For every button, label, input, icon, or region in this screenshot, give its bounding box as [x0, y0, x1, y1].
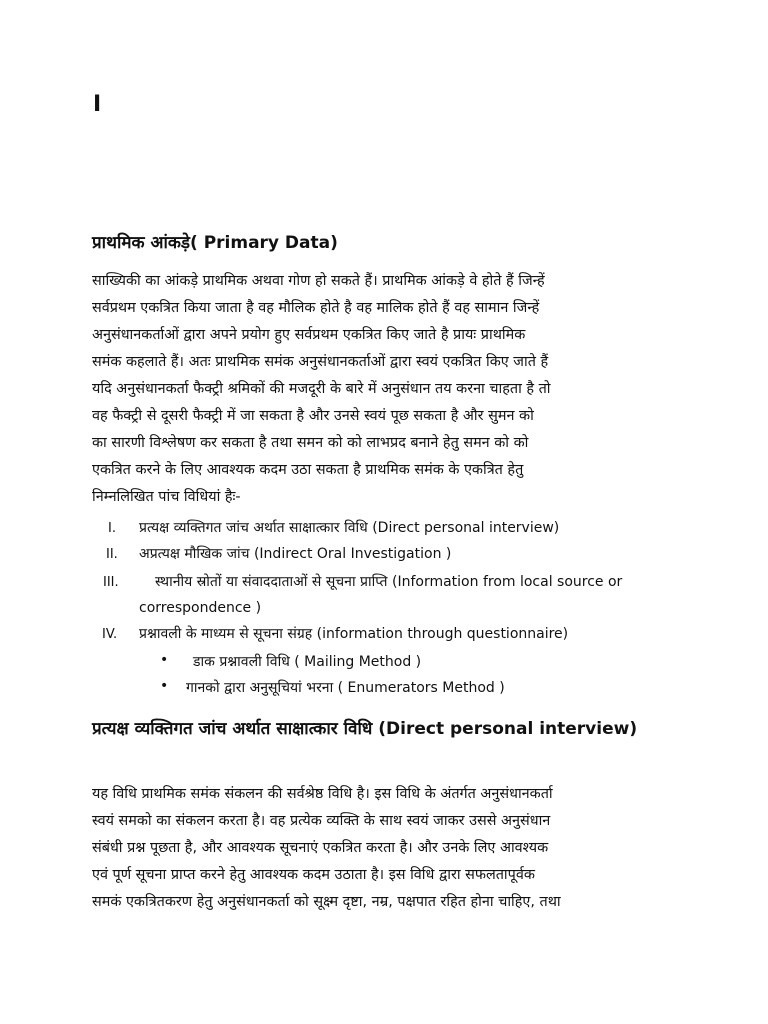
text-line: साख्यिकी का आंकड़े प्राथमिक अथवा गोण हो सकते हैं। प्राथमिक आंकड़े वे होते हैं जिन्हें — [92, 273, 545, 289]
sub-list-item: गानको द्वारा अनुसूचियां भरना ( Enumerators Method ) — [186, 680, 505, 696]
list-item: प्रत्यक्ष व्यक्तिगत जांच अर्थात साक्षात्कार विधि (Direct personal interview) — [139, 520, 560, 536]
bullet-mark: • — [160, 652, 169, 668]
list-number: I. — [108, 521, 116, 536]
text-line: एकत्रित करने के लिए आवश्यक कदम उठा सकता है प्राथमिक समंक के एकत्रित हेतु — [92, 462, 524, 478]
text-line: समकं एकत्रितकरण हेतु अनुसंधानकर्ता को सूक्ष्म दृष्टा, नम्र, पक्षपात रहित होना चाहिए, तथा — [92, 894, 561, 910]
paragraph-direct-interview — [92, 781, 676, 916]
text-line: सर्वप्रथम एकत्रित किया जाता है वह मौलिक होते है वह मालिक होते हैं वह सामान जिन्हें — [92, 300, 540, 316]
list-number: III. — [103, 575, 119, 590]
text-line: निम्नलिखित पांच विधियां हैः- — [92, 489, 241, 505]
stray-mark: I — [93, 92, 102, 117]
sub-list-item: डाक प्रश्नावली विधि ( Mailing Method ) — [193, 654, 422, 670]
text-line: संबंधी प्रश्न पूछता है, और आवश्यक सूचनाएं एकत्रित करता है। और उनके लिए आवश्यक — [92, 840, 549, 856]
heading-primary-data: प्राथमिक आंकड़े( Primary Data) — [92, 233, 338, 253]
paragraph-primary-data — [92, 268, 674, 511]
list-item: स्थानीय स्रोतों या संवाददाताओं से सूचना प्राप्ति (Information from local source or — [155, 574, 623, 590]
bullet-mark: • — [160, 678, 169, 694]
list-number: IV. — [102, 627, 118, 642]
list-item: प्रश्नावली के माध्यम से सूचना संग्रह (information through questionnaire) — [139, 626, 569, 642]
list-item: अप्रत्यक्ष मौखिक जांच (Indirect Oral Investigation ) — [139, 546, 452, 562]
text-line: वह फैक्ट्री से दूसरी फैक्ट्री में जा सकता है और उनसे स्वयं पूछ सकता है और सुमन को — [92, 408, 534, 424]
heading-direct-interview: प्रत्यक्ष व्यक्तिगत जांच अर्थात साक्षात्कार विधि (Direct personal interview) — [92, 719, 638, 739]
text-line: का सारणी विश्लेषण कर सकता है तथा समन को को लाभप्रद बनाने हेतु समन को को — [92, 435, 529, 451]
list-item-continuation: correspondence ) — [139, 600, 262, 616]
text-line: स्वयं समको का संकलन करता है। वह प्रत्येक व्यक्ति के साथ स्वयं जाकर उससे अनुसंधान — [92, 813, 551, 829]
text-line: एवं पूर्ण सूचना प्राप्त करने हेतु आवश्यक कदम उठाता है। इस विधि द्वारा सफलतापूर्वक — [92, 867, 535, 883]
text-line: यह विधि प्राथमिक समंक संकलन की सर्वश्रेष्ठ विधि है। इस विधि के अंतर्गत अनुसंधानकर्ता — [92, 786, 553, 802]
text-line: यदि अनुसंधानकर्ता फैक्ट्री श्रमिकों की मजदूरी के बारे में अनुसंधान तय करना चाहता है तो — [92, 381, 551, 397]
text-line: अनुसंधानकर्ताओं द्वारा अपने प्रयोग हुए सर्वप्रथम एकत्रित किए जाते है प्रायः प्राथमिक — [92, 327, 526, 343]
list-number: II. — [106, 547, 118, 562]
text-line: समंक कहलाते हैं। अतः प्राथमिक समंक अनुसंधानकर्ताओं द्वारा स्वयं एकत्रित किए जाते हैं — [92, 354, 549, 370]
